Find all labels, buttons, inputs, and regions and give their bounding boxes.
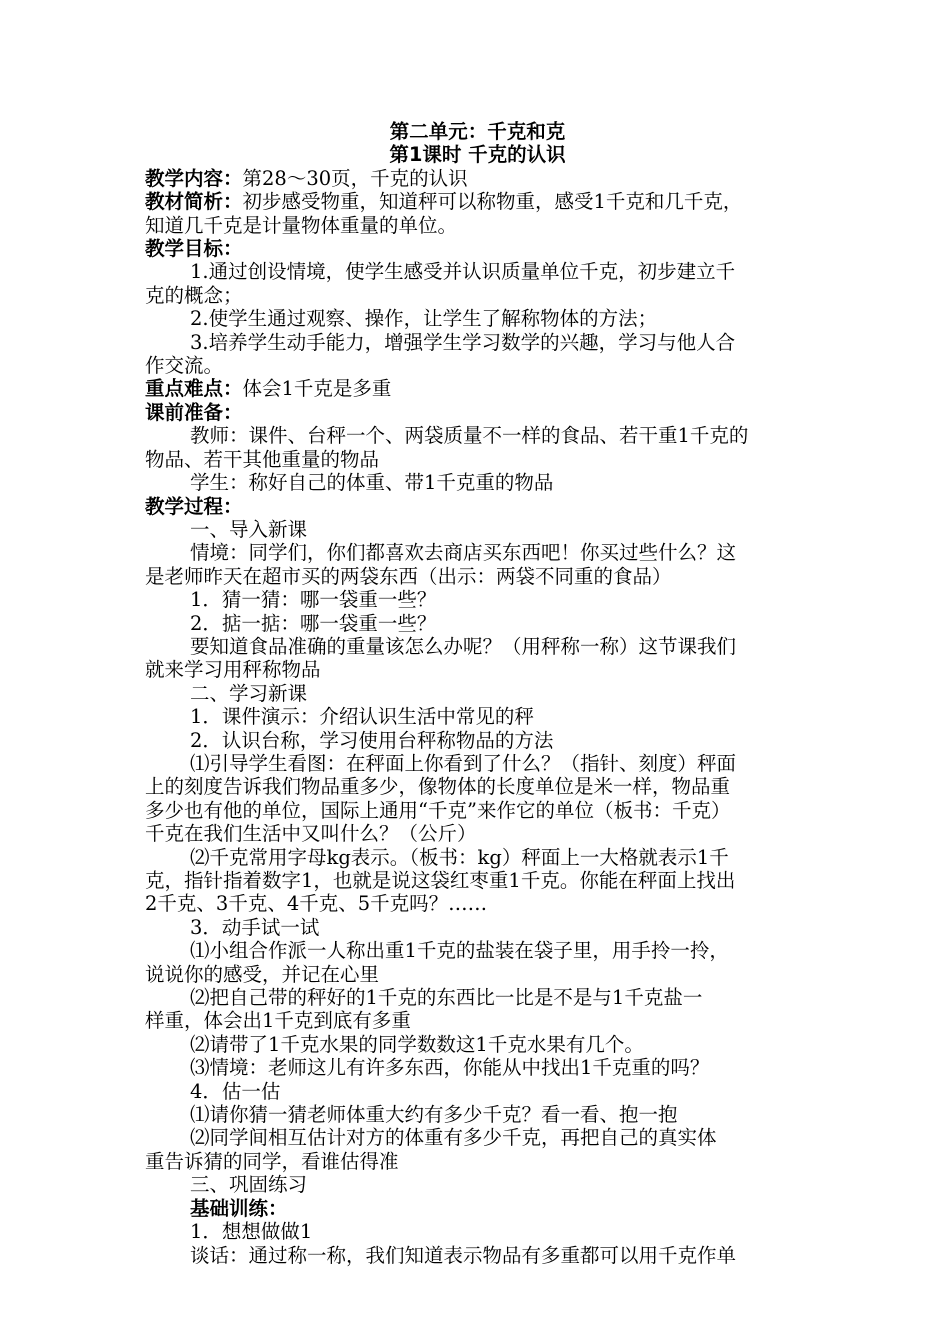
process-line: ⑶情境：老师这儿有许多东西，你能从中找出1千克重的吗？ — [190, 1056, 710, 1080]
process-line: 1．课件演示：介绍认识生活中常见的秤 — [190, 705, 534, 729]
process-line: 要知道食品准确的重量该怎么办呢？（用秤称一称）这节课我们 — [190, 634, 737, 658]
process-line: 样重，体会出1千克到底有多重 — [145, 1009, 411, 1033]
key-row — [145, 377, 810, 400]
process-line: 一、导入新课 — [190, 517, 308, 541]
process-line: ⑴请你猜一猜老师体重大约有多少千克？看一看、抱一抱 — [190, 1103, 678, 1127]
document-page — [145, 120, 810, 1267]
process-line: 重告诉猜的同学，看谁估得准 — [145, 1149, 399, 1173]
process-line: 4．估一估 — [190, 1079, 281, 1103]
process-line: 说说你的感受，并记在心里 — [145, 962, 380, 986]
prep-line: 学生：称好自己的体重、带1千克重的物品 — [190, 471, 554, 495]
process-line: 3．动手试一试 — [190, 915, 320, 939]
material-text-2: 知道几千克是计量物体重量的单位。 — [145, 213, 458, 237]
process-line: 是老师昨天在超市买的两袋东西（出示：两袋不同重的食品） — [145, 564, 672, 588]
process-line: ⑵请带了1千克水果的同学数数这1千克水果有几个。 — [190, 1032, 644, 1056]
goal-line: 3.培养学生动手能力，增强学生学习数学的兴趣，学习与他人合 — [190, 330, 736, 354]
process-line: 2千克、3千克、4千克、5千克吗？…… — [145, 892, 488, 916]
material-label: 教材简析： — [145, 190, 243, 214]
content-row — [145, 167, 810, 190]
process-line: 千克在我们生活中又叫什么？（公斤） — [145, 822, 477, 846]
process-line: 2．掂一掂：哪一袋重一些？ — [190, 611, 437, 635]
key-label: 重点难点： — [145, 377, 243, 401]
process-line: 二、学习新课 — [190, 681, 308, 705]
process-line: ⑴小组合作派一人称出重1千克的盐装在袋子里，用手拎一拎， — [190, 939, 729, 963]
unit-title: 第二单元：千克和克 — [389, 120, 566, 143]
material-text-1: 初步感受物重，知道秤可以称物重，感受1千克和几千克， — [242, 190, 743, 214]
prep-line: 教师：课件、台秤一个、两袋质量不一样的食品、若干重1千克的 — [190, 424, 749, 448]
process-line: 上的刻度告诉我们物品重多少，像物体的长度单位是米一样，物品重 — [145, 775, 731, 799]
lesson-title: 第1课时 千克的认识 — [389, 143, 566, 167]
prep-label: 课前准备： — [145, 400, 243, 424]
process-line: 就来学习用秤称物品 — [145, 658, 321, 682]
process-line: 1．猜一猜：哪一袋重一些？ — [190, 588, 437, 612]
process-line: 多少也有他的单位，国际上通用“千克”来作它的单位（板书：千克） — [145, 798, 731, 822]
process-line: 克，指针指着数字1，也就是说这袋红枣重1千克。你能在秤面上找出 — [145, 869, 736, 892]
process-line: ⑵把自己带的秤好的1千克的东西比一比是不是与1千克盐一 — [190, 986, 703, 1010]
process-line: 1．想想做做1 — [190, 1220, 313, 1244]
goal-line: 作交流。 — [145, 354, 224, 378]
process-line: 基础训练： — [190, 1196, 288, 1220]
key-text: 体会1千克是多重 — [242, 377, 392, 401]
goal-line: 1.通过创设情境，使学生感受并认识质量单位千克，初步建立千 — [190, 260, 736, 284]
process-line: 三、巩固练习 — [190, 1173, 308, 1197]
process-line: 2．认识台称，学习使用台秤称物品的方法 — [190, 728, 554, 752]
goal-line: 克的概念； — [145, 283, 243, 307]
goal-label: 教学目标： — [145, 237, 243, 261]
content-text: 第28～30页，千克的认识 — [242, 166, 468, 190]
prep-line: 物品、若干其他重量的物品 — [145, 447, 380, 471]
process-line: 情境：同学们，你们都喜欢去商店买东西吧！你买过些什么？这 — [190, 541, 737, 565]
material-row — [145, 190, 810, 213]
goal-line: 2.使学生通过观察、操作，让学生了解称物体的方法； — [190, 307, 658, 331]
process-line: ⑴引导学生看图：在秤面上你看到了什么？（指针、刻度）秤面 — [190, 751, 737, 775]
process-label: 教学过程： — [145, 494, 243, 518]
process-line: ⑵千克常用字母kg表示。（板书：kg）秤面上一大格就表示1千 — [190, 845, 729, 869]
process-line: 谈话：通过称一称，我们知道表示物品有多重都可以用千克作单 — [190, 1243, 737, 1267]
content-label: 教学内容： — [145, 166, 243, 190]
process-line: ⑵同学间相互估计对方的体重有多少千克，再把自己的真实体 — [190, 1126, 717, 1150]
